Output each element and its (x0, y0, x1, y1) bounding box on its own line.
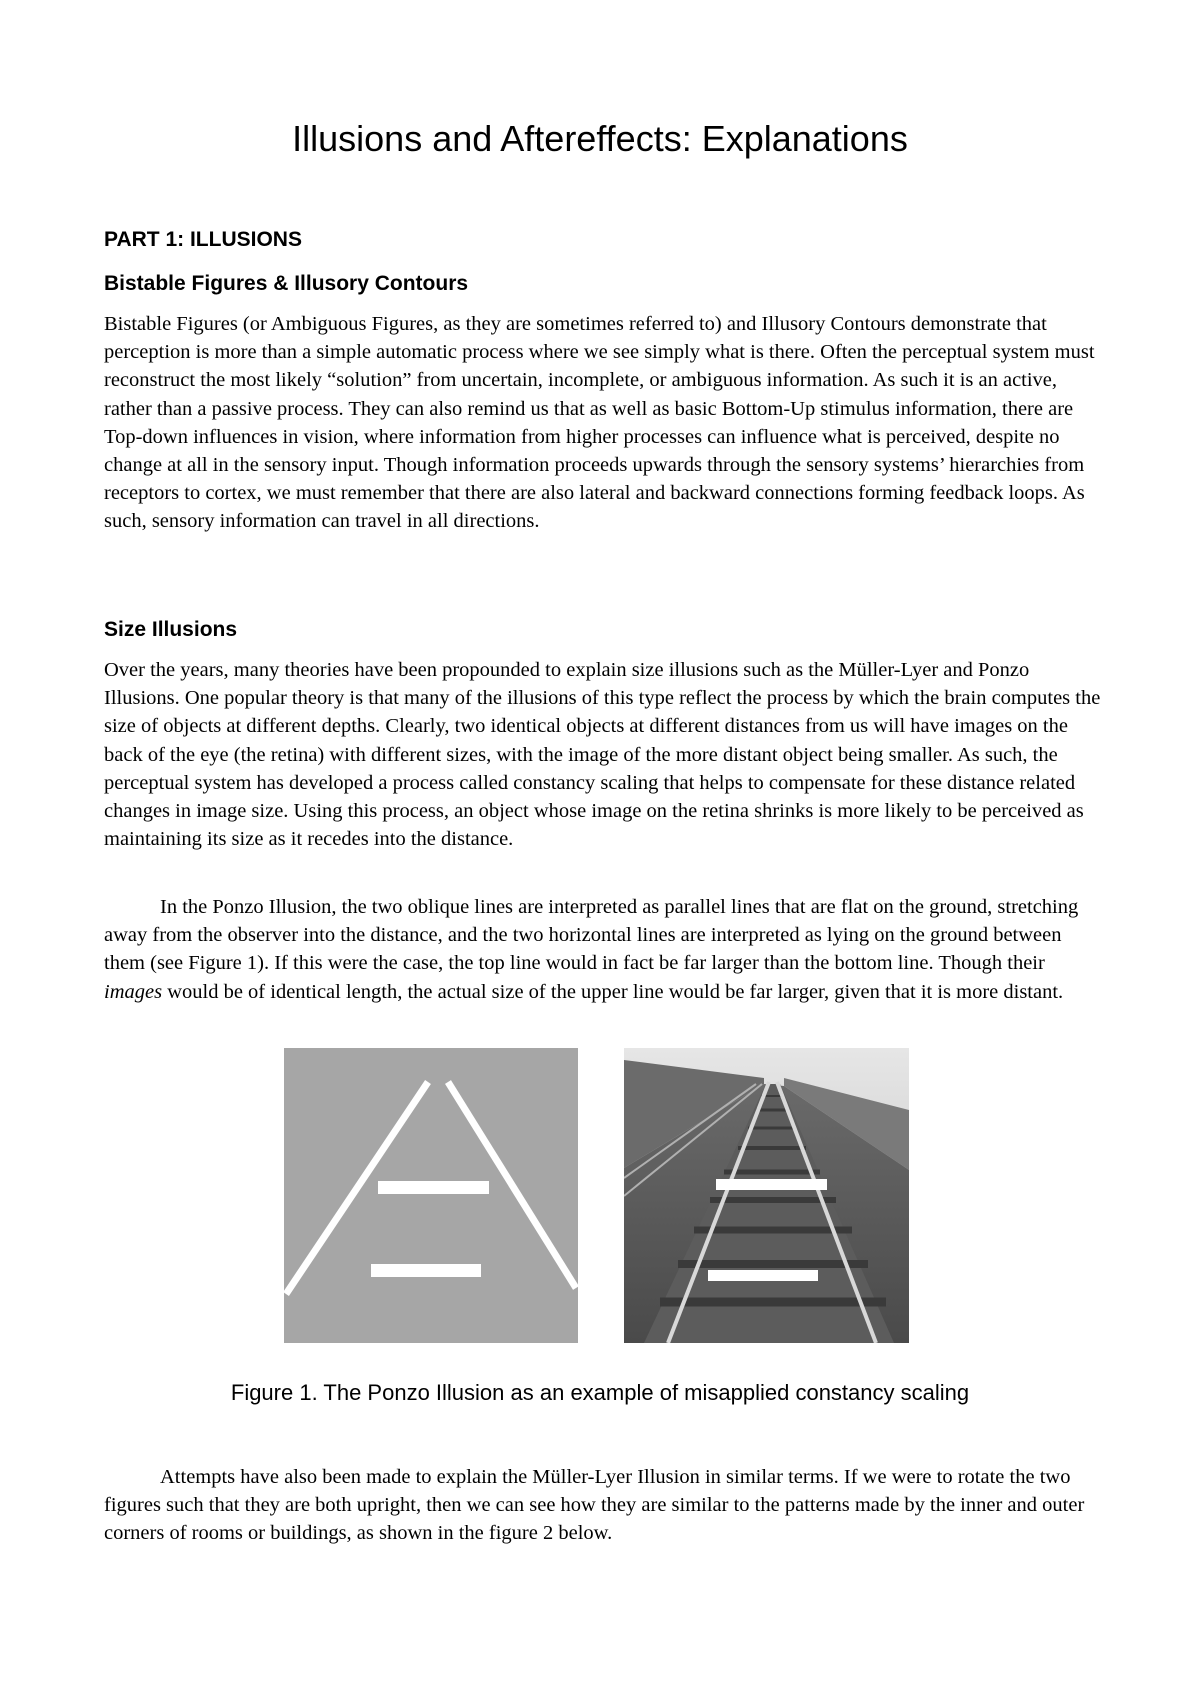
railway-track-photo (624, 1048, 909, 1343)
emphasis-images: images (104, 980, 163, 1003)
paragraph-bistable: Bistable Figures (or Ambiguous Figures, as they are sometimes referred to) and Illusory Contours demonstrate that perception is more than a simple automatic process where we see simply what is there. Often the perceptual system must reconstruct the most likely “solution” from uncertain, incomplete, or ambiguous information. As such it is an active, rather than a passive process. They can also remind us that as well as basic Bottom-Up stimulus information, there are Top-down influences in vision, where information from higher processes can influence what is perceived, despite no change at all in the sensory input. Though information proceeds upwards through the sensory systems’ hierarchies from receptors to cortex, we must remember that there are also lateral and backward connections forming feedback loops. As such, sensory information can travel in all directions. (104, 313, 1095, 533)
photo-lower-white-bar (708, 1270, 818, 1281)
ponzo-background (284, 1048, 578, 1343)
paragraph-ponzo (104, 893, 1106, 1006)
ponzo-illusion-diagram (284, 1048, 578, 1343)
paragraph-size-illusions-intro: Over the years, many theories have been propounded to explain size illusions such as the Müller-Lyer and Ponzo Illusions. One popular theory is that many of the illusions of this type reflect the process by which the brain computes the size of objects at different depths. Clearly, two identical objects at different distances from us will have images on the back of the eye (the retina) with different sizes, with the image of the more distant object being smaller. As such, the perceptual system has developed a process called constancy scaling that helps to compensate for these distance related changes in image size. Using this process, an object whose image on the retina shrinks is more likely to be perceived as maintaining its size as it recedes into the distance. (104, 659, 1101, 851)
paragraph-ponzo-text-1: In the Ponzo Illusion, the two oblique lines are interpreted as parallel lines that are flat on the ground, stretching away from the observer into the distance, and the two horizontal lines are interpreted as lying on the ground between them (see Figure 1). If this were the case, the top line would in fact be far larger than the bottom line. Though their (104, 896, 1079, 975)
ponzo-lower-horizontal-line (371, 1264, 481, 1277)
section-heading-size-illusions: Size Illusions (104, 618, 238, 641)
photo-upper-white-bar (716, 1179, 827, 1190)
paragraph-muller-lyer: Attempts have also been made to explain the Müller-Lyer Illusion in similar terms. If we were to rotate the two figures such that they are both upright, then we can see how they are similar to the patterns made by the inner and outer corners of rooms or buildings, as shown in the figure 2 below. (104, 1466, 1085, 1545)
ponzo-upper-horizontal-line (378, 1181, 489, 1194)
figure-1-caption: Figure 1. The Ponzo Illusion as an example of misapplied constancy scaling (230, 1380, 970, 1405)
page-title: Illusions and Aftereffects: Explanations (292, 118, 908, 159)
section-heading-bistable: Bistable Figures & Illusory Contours (104, 272, 469, 295)
part-heading: PART 1: ILLUSIONS (104, 228, 302, 251)
paragraph-ponzo-text-2: would be of identical length, the actual size of the upper line would be far larger, given that it is more distant. (162, 980, 1064, 1003)
